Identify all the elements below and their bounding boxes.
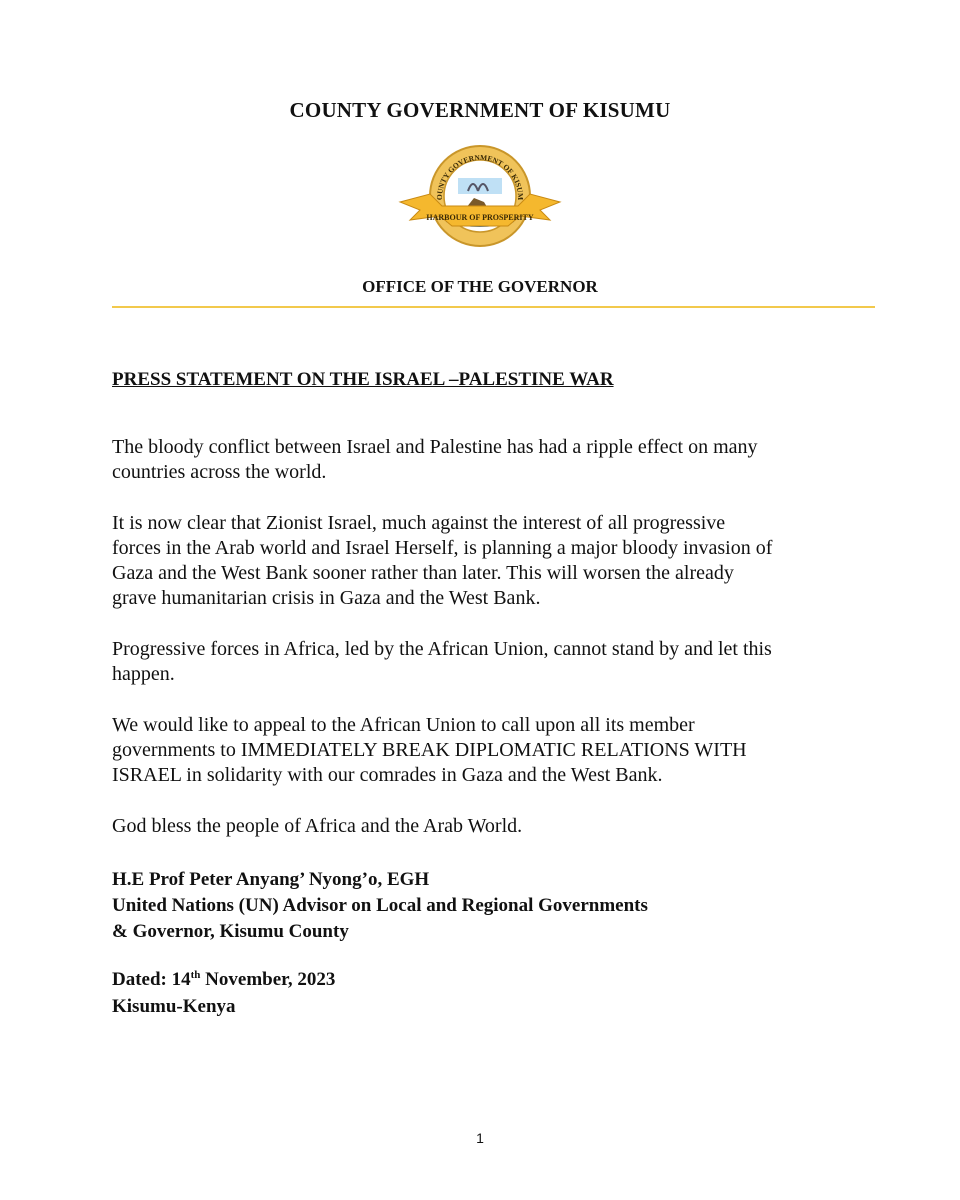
paragraph: God bless the people of Africa and the Arab World. (112, 815, 523, 837)
paragraph: We would like to appeal to the African Union to call upon all its member governments to IMMEDIATELY BREAK DIPLOMATIC RELATIONS WITH ISRAEL in solidarity with our comrades in Gaza and the West Bank. (112, 714, 747, 786)
signature-block (112, 867, 648, 945)
page-number: 1 (476, 1130, 484, 1146)
signatory-role: United Nations (UN) Advisor on Local and Regional Governments (112, 895, 648, 916)
county-title: COUNTY GOVERNMENT OF KISUMU (289, 98, 671, 122)
signatory-role: & Governor, Kisumu County (112, 921, 349, 942)
signatory-name: H.E Prof Peter Anyang’ Nyong’o, EGH (112, 869, 430, 890)
date-line: Dated: 14th November, 2023 (112, 969, 336, 990)
county-seal-logo (390, 136, 570, 256)
seal-ribbon-text: HARBOUR OF PROSPERITY (426, 213, 534, 222)
seal-arc-text: OUNTY GOVERNMENT OF KISUM (434, 152, 526, 201)
paragraph: The bloody conflict between Israel and Palestine has had a ripple effect on many countries across the world. (112, 436, 758, 483)
paragraph: It is now clear that Zionist Israel, much against the interest of all progressive forces in the Arab world and Israel Herself, is planning a major bloody invasion of Gaza and the West Bank sooner rather than later. This will worsen the already grave humanitarian crisis in Gaza and the West Bank. (112, 512, 773, 609)
date-block (112, 966, 335, 1020)
seal-icon (390, 136, 570, 256)
statement-title: PRESS STATEMENT ON THE ISRAEL –PALESTINE WAR (112, 369, 614, 390)
paragraph: Progressive forces in Africa, led by the African Union, cannot stand by and let this happen. (112, 638, 772, 685)
statement-body (112, 435, 872, 865)
header-divider (112, 306, 875, 308)
place: Kisumu-Kenya (112, 996, 236, 1017)
office-title: OFFICE OF THE GOVERNOR (362, 277, 598, 296)
